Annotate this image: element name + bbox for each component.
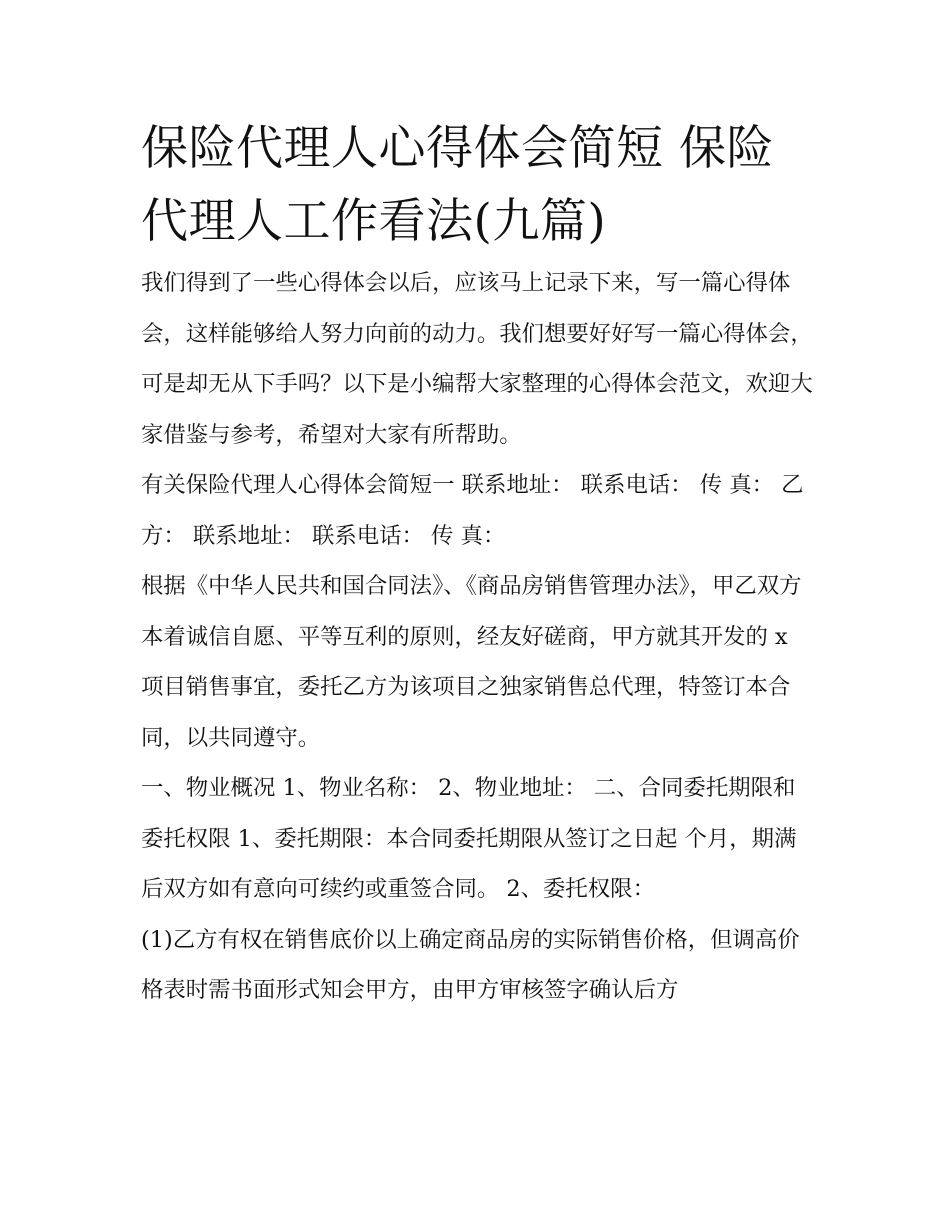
paragraph-intro: 我们得到了一些心得体会以后，应该马上记录下来，写一篇心得体会，这样能够给人努力向前的动力。我们想要好好写一篇心得体会，可是却无从下手吗？以下是小编帮大家整理的心得体会范文，欢迎大家借鉴与参考，希望对大家有所帮助。: [141, 270, 813, 448]
paragraph-contact-info: 有关保险代理人心得体会简短一 联系地址： 联系电话： 传 真： 乙方： 联系地址： 联系电话： 传 真：: [141, 472, 804, 549]
document-content: [141, 112, 813, 1016]
paragraph-contract-basis: 根据《中华人民共和国合同法》、《商品房销售管理办法》，甲乙双方本着诚信自愿、平等互利的原则，经友好磋商，甲方就其开发的 x 项目销售事宜，委托乙方为该项目之独家销售总代理，特签订本合同，以共同遵守。: [141, 573, 802, 751]
document-title: 保险代理人心得体会简短 保险代理人工作看法(九篇): [141, 121, 774, 249]
paragraph-authority-clause: (1)乙方有权在销售底价以上确定商品房的实际销售价格，但调高价格表时需书面形式知会甲方，由甲方审核签字确认后方: [141, 926, 800, 1003]
paragraph-property-overview: 一、物业概况 1、物业名称： 2、物业地址： 二、合同委托期限和委托权限 1、委托期限：本合同委托期限从签订之日起 个月，期满后双方如有意向可续约或重签合同。 2、委托权限：: [141, 775, 797, 902]
document-body: [141, 258, 813, 1016]
